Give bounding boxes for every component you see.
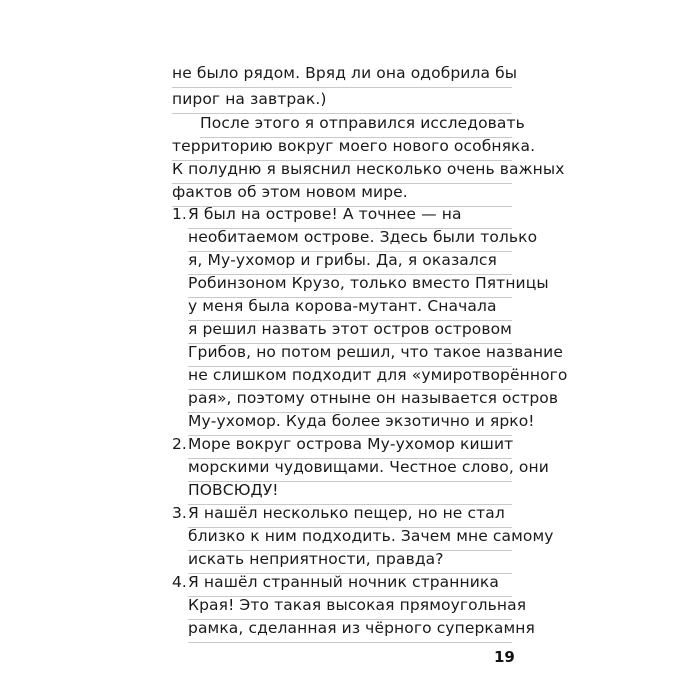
- list-item-line: я решил назвать этот остров островом: [188, 316, 512, 344]
- list-item-line: рая», поэтому отныне он называется остров: [188, 385, 512, 413]
- list-item-line: Я нашёл несколько пещер, но не стал: [188, 500, 512, 528]
- list-item-line: Робинзоном Крузо, только вместо Пятницы: [188, 270, 512, 298]
- list-item-line: Грибов, но потом решил, что такое название: [188, 339, 512, 367]
- list-item-line: не слишком подходит для «умиротворённого: [188, 362, 512, 390]
- list-item-line: Я был на острове! А точнее — на: [188, 201, 512, 229]
- page-number: 19: [494, 648, 515, 666]
- text-line: фактов об этом новом мире.: [172, 179, 512, 207]
- list-item-line: Я нашёл странный ночник странника: [188, 569, 512, 597]
- list-item-line: рамка, сделанная из чёрного суперкамня: [188, 615, 512, 643]
- text-line: не было рядом. Вряд ли она одобрила бы: [172, 60, 512, 88]
- list-number: 3.: [172, 504, 187, 522]
- list-item-line: необитаемом острове. Здесь были только: [188, 224, 512, 252]
- list-number: 4.: [172, 573, 187, 591]
- text-line: пирог на завтрак.): [172, 86, 512, 114]
- list-item-line: искать неприятности, правда?: [188, 546, 512, 574]
- list-item-line: морскими чудовищами. Честное слово, они: [188, 454, 512, 482]
- list-item-line: у меня была корова-мутант. Сначала: [188, 293, 512, 321]
- list-number: 1.: [172, 205, 187, 223]
- list-item-line: близко к ним подходить. Зачем мне самому: [188, 523, 512, 551]
- text-line: После этого я отправился исследовать: [200, 110, 512, 138]
- list-item-line: Море вокруг острова Му-ухомор кишит: [188, 431, 512, 459]
- list-item-line: я, Му-ухомор и грибы. Да, я оказался: [188, 247, 512, 275]
- text-line: К полудню я выяснил несколько очень важных: [172, 156, 512, 184]
- list-item-line: ПОВСЮДУ!: [188, 477, 512, 505]
- list-item-line: Му-ухомор. Куда более экзотично и ярко!: [188, 408, 512, 436]
- text-line: территорию вокруг моего нового особняка.: [172, 133, 512, 161]
- list-item-line: Края! Это такая высокая прямоугольная: [188, 592, 512, 620]
- list-number: 2.: [172, 435, 187, 453]
